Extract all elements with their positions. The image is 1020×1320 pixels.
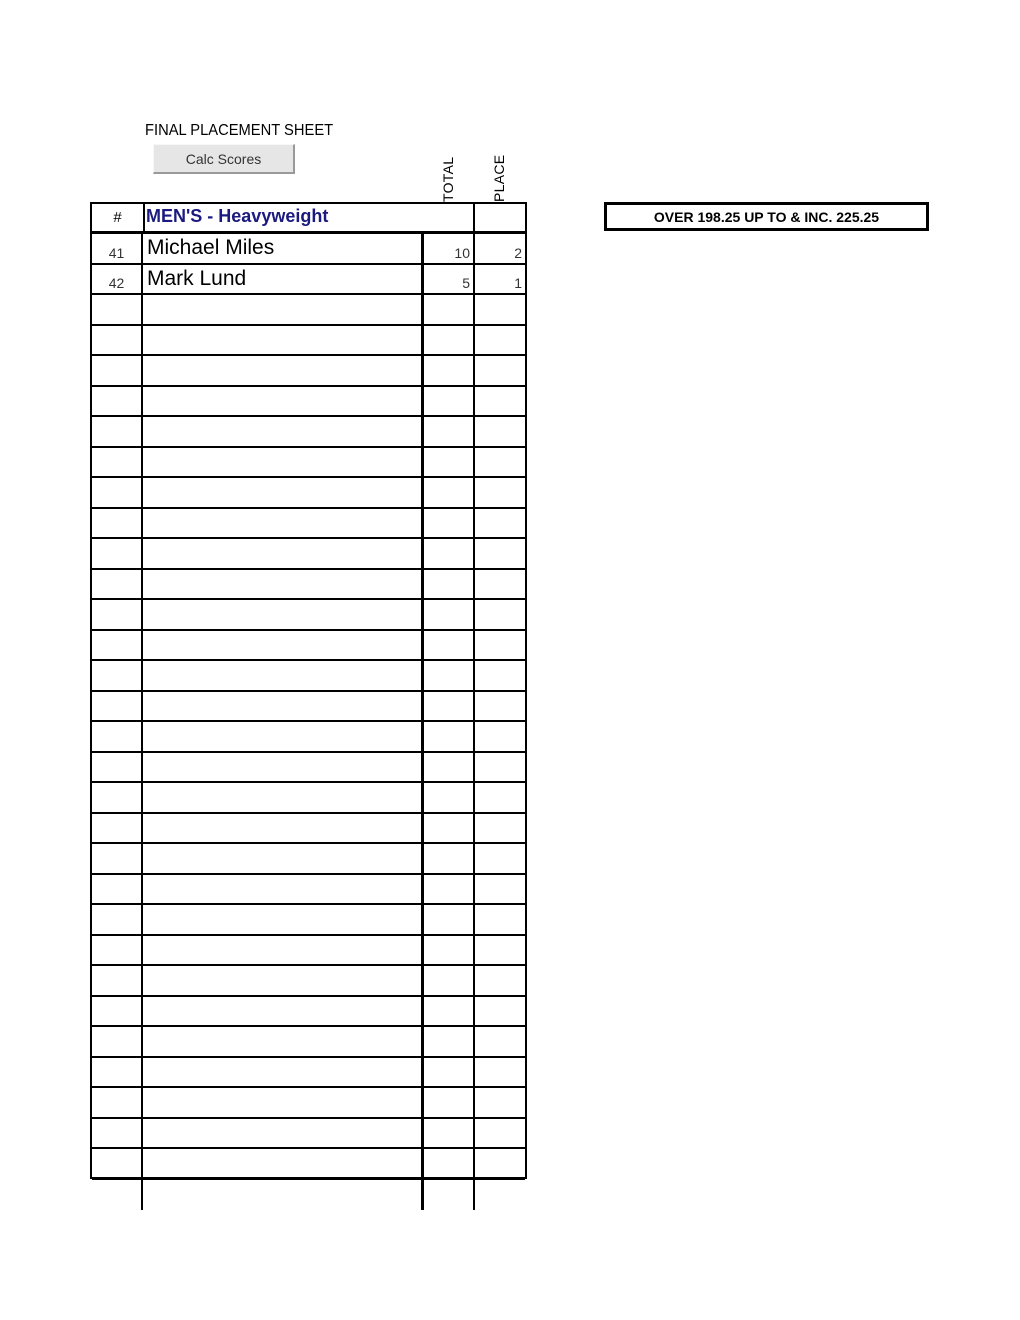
entry-number-cell[interactable] — [92, 387, 143, 416]
place-cell[interactable] — [475, 753, 525, 782]
competitor-name-cell[interactable] — [143, 600, 424, 629]
total-score-cell[interactable] — [424, 1180, 475, 1211]
table-row — [92, 387, 525, 418]
table-row — [92, 1119, 525, 1150]
entry-number-cell[interactable] — [92, 1088, 143, 1117]
place-cell[interactable] — [475, 936, 525, 965]
total-score-cell[interactable] — [424, 753, 475, 782]
competitor-name-cell[interactable] — [143, 905, 424, 934]
entry-number-cell[interactable]: 41 — [92, 234, 143, 263]
total-column-header: TOTAL — [440, 156, 456, 202]
total-score-cell[interactable] — [424, 631, 475, 660]
header-divider — [473, 204, 475, 231]
competitor-name-cell[interactable] — [143, 1088, 424, 1117]
entry-number-cell[interactable] — [92, 478, 143, 507]
table-row — [92, 783, 525, 814]
table-row — [92, 814, 525, 845]
table-row — [92, 478, 525, 509]
total-score-cell[interactable] — [424, 448, 475, 477]
place-cell[interactable] — [475, 417, 525, 446]
competitor-name-cell[interactable] — [143, 356, 424, 385]
calc-scores-button[interactable]: Calc Scores — [153, 144, 295, 174]
place-cell[interactable] — [475, 509, 525, 538]
competitor-name-cell[interactable] — [143, 1180, 424, 1211]
entry-number-cell[interactable] — [92, 722, 143, 751]
place-cell[interactable] — [475, 1149, 525, 1178]
table-row — [92, 448, 525, 479]
competitor-name-cell[interactable] — [143, 844, 424, 873]
table-row — [92, 997, 525, 1028]
competitor-name-cell[interactable] — [143, 387, 424, 416]
total-score-cell[interactable] — [424, 600, 475, 629]
entry-number-cell[interactable] — [92, 692, 143, 721]
competitor-name-cell[interactable] — [143, 417, 424, 446]
place-cell[interactable] — [475, 570, 525, 599]
total-score-cell[interactable] — [424, 1088, 475, 1117]
competitor-name-cell[interactable] — [143, 1058, 424, 1087]
entry-number-cell[interactable] — [92, 661, 143, 690]
table-row — [92, 661, 525, 692]
place-cell[interactable] — [475, 448, 525, 477]
competitor-name-cell[interactable] — [143, 1149, 424, 1178]
competitor-name-cell[interactable] — [143, 692, 424, 721]
competitor-name-cell[interactable] — [143, 783, 424, 812]
place-column-header: PLACE — [491, 154, 507, 202]
entry-number-cell[interactable] — [92, 631, 143, 660]
total-score-cell[interactable] — [424, 936, 475, 965]
place-cell[interactable] — [475, 478, 525, 507]
entry-number-cell[interactable] — [92, 509, 143, 538]
table-row — [92, 966, 525, 997]
competitor-name-cell[interactable]: Mark Lund — [143, 265, 424, 294]
place-cell[interactable] — [475, 1088, 525, 1117]
total-score-cell[interactable] — [424, 814, 475, 843]
table-row — [92, 722, 525, 753]
place-cell[interactable]: 1 — [514, 275, 522, 291]
total-score-cell[interactable] — [424, 905, 475, 934]
competitor-name-cell[interactable] — [143, 875, 424, 904]
place-cell[interactable] — [475, 539, 525, 568]
place-cell[interactable] — [475, 905, 525, 934]
table-row — [92, 1058, 525, 1089]
entry-number-cell[interactable] — [92, 936, 143, 965]
place-cell[interactable] — [475, 295, 525, 324]
table-row — [92, 234, 525, 265]
entry-number-cell[interactable] — [92, 753, 143, 782]
competitor-name-cell[interactable] — [143, 570, 424, 599]
competitor-name-cell[interactable] — [143, 814, 424, 843]
entry-number-cell[interactable] — [92, 783, 143, 812]
total-score-cell[interactable] — [424, 509, 475, 538]
place-cell[interactable] — [475, 631, 525, 660]
total-score-cell[interactable] — [424, 326, 475, 355]
competitor-name-cell[interactable] — [143, 539, 424, 568]
number-column-header: # — [92, 204, 145, 231]
table-row — [92, 570, 525, 601]
table-row — [92, 753, 525, 784]
table-row — [92, 539, 525, 570]
entry-number-cell[interactable] — [92, 1119, 143, 1148]
place-cell[interactable] — [475, 1027, 525, 1056]
competitor-name-cell[interactable] — [143, 448, 424, 477]
competitor-name-cell[interactable] — [143, 1119, 424, 1148]
table-row — [92, 692, 525, 723]
entry-number-cell[interactable] — [92, 1058, 143, 1087]
place-cell[interactable] — [475, 326, 525, 355]
place-cell[interactable] — [475, 722, 525, 751]
entry-number-cell[interactable] — [92, 417, 143, 446]
total-score-cell[interactable] — [424, 1058, 475, 1087]
total-score-cell[interactable] — [424, 966, 475, 995]
entry-number-cell[interactable] — [92, 875, 143, 904]
place-cell[interactable] — [475, 966, 525, 995]
total-score-cell[interactable] — [424, 570, 475, 599]
table-row — [92, 326, 525, 357]
table-row — [92, 1027, 525, 1058]
entry-number-cell[interactable] — [92, 814, 143, 843]
total-score-cell[interactable]: 10 — [424, 234, 475, 263]
total-score-cell[interactable]: 5 — [424, 265, 475, 294]
place-cell[interactable] — [475, 783, 525, 812]
table-row — [92, 295, 525, 326]
place-cell[interactable] — [475, 814, 525, 843]
table-row — [92, 905, 525, 936]
competitor-name-cell[interactable] — [143, 295, 424, 324]
place-cell[interactable] — [475, 1119, 525, 1148]
entry-number-cell[interactable] — [92, 844, 143, 873]
division-title: MEN'S - Heavyweight — [146, 206, 329, 226]
total-score-cell[interactable] — [424, 692, 475, 721]
entry-number-cell[interactable] — [92, 295, 143, 324]
competitor-name-cell[interactable] — [143, 722, 424, 751]
place-cell[interactable] — [475, 1058, 525, 1087]
entry-number-cell[interactable] — [92, 326, 143, 355]
competitor-name-cell[interactable] — [143, 1027, 424, 1056]
table-row — [92, 265, 525, 296]
table-row — [92, 936, 525, 967]
table-row — [92, 844, 525, 875]
table-row — [92, 631, 525, 662]
total-score-cell[interactable] — [424, 478, 475, 507]
place-cell[interactable] — [475, 875, 525, 904]
place-cell[interactable] — [475, 997, 525, 1026]
total-score-cell[interactable] — [424, 783, 475, 812]
competitor-name-cell[interactable]: Michael Miles — [143, 234, 424, 263]
competitor-name-cell[interactable] — [143, 661, 424, 690]
competitor-name-cell[interactable] — [143, 509, 424, 538]
table-row — [92, 1180, 525, 1211]
total-score-cell[interactable] — [424, 1119, 475, 1148]
place-cell[interactable] — [475, 600, 525, 629]
entry-number-cell[interactable] — [92, 905, 143, 934]
competitor-name-cell[interactable] — [143, 936, 424, 965]
total-score-cell[interactable] — [424, 997, 475, 1026]
place-cell[interactable] — [475, 356, 525, 385]
entry-number-cell[interactable] — [92, 570, 143, 599]
sheet-title: FINAL PLACEMENT SHEET — [145, 122, 334, 139]
entry-number-cell[interactable] — [92, 966, 143, 995]
place-cell[interactable] — [475, 692, 525, 721]
entry-number-cell[interactable] — [92, 539, 143, 568]
table-row — [92, 1149, 525, 1180]
table-row — [92, 356, 525, 387]
entry-number-cell[interactable] — [92, 1180, 143, 1211]
place-cell[interactable] — [475, 661, 525, 690]
entry-number-cell[interactable] — [92, 448, 143, 477]
total-score-cell[interactable] — [424, 844, 475, 873]
entry-number-cell[interactable]: 42 — [92, 265, 143, 294]
total-score-cell[interactable] — [424, 722, 475, 751]
total-score-cell[interactable] — [424, 661, 475, 690]
total-score-cell[interactable] — [424, 387, 475, 416]
table-row — [92, 1088, 525, 1119]
competitor-name-cell[interactable] — [143, 631, 424, 660]
placement-table — [90, 202, 527, 1179]
total-score-cell[interactable] — [424, 356, 475, 385]
total-score-cell[interactable] — [424, 875, 475, 904]
table-row — [92, 509, 525, 540]
table-body — [92, 234, 525, 1210]
total-score-cell[interactable] — [424, 295, 475, 324]
place-cell[interactable] — [475, 844, 525, 873]
table-row — [92, 417, 525, 448]
place-cell[interactable]: 2 — [514, 244, 522, 261]
competitor-name-cell[interactable] — [143, 753, 424, 782]
entry-number-cell[interactable] — [92, 997, 143, 1026]
competitor-name-cell[interactable] — [143, 326, 424, 355]
place-cell[interactable] — [475, 1180, 525, 1211]
table-row — [92, 875, 525, 906]
total-score-cell[interactable] — [424, 539, 475, 568]
entry-number-cell[interactable] — [92, 600, 143, 629]
total-score-cell[interactable] — [424, 1027, 475, 1056]
competitor-name-cell[interactable] — [143, 997, 424, 1026]
competitor-name-cell[interactable] — [143, 478, 424, 507]
entry-number-cell[interactable] — [92, 1149, 143, 1178]
table-row — [92, 600, 525, 631]
total-score-cell[interactable] — [424, 1149, 475, 1178]
entry-number-cell[interactable] — [92, 356, 143, 385]
competitor-name-cell[interactable] — [143, 966, 424, 995]
weight-class-box: OVER 198.25 UP TO & INC. 225.25 — [604, 202, 929, 231]
entry-number-cell[interactable] — [92, 1027, 143, 1056]
total-score-cell[interactable] — [424, 417, 475, 446]
place-cell[interactable] — [475, 387, 525, 416]
table-header-row — [92, 204, 525, 234]
